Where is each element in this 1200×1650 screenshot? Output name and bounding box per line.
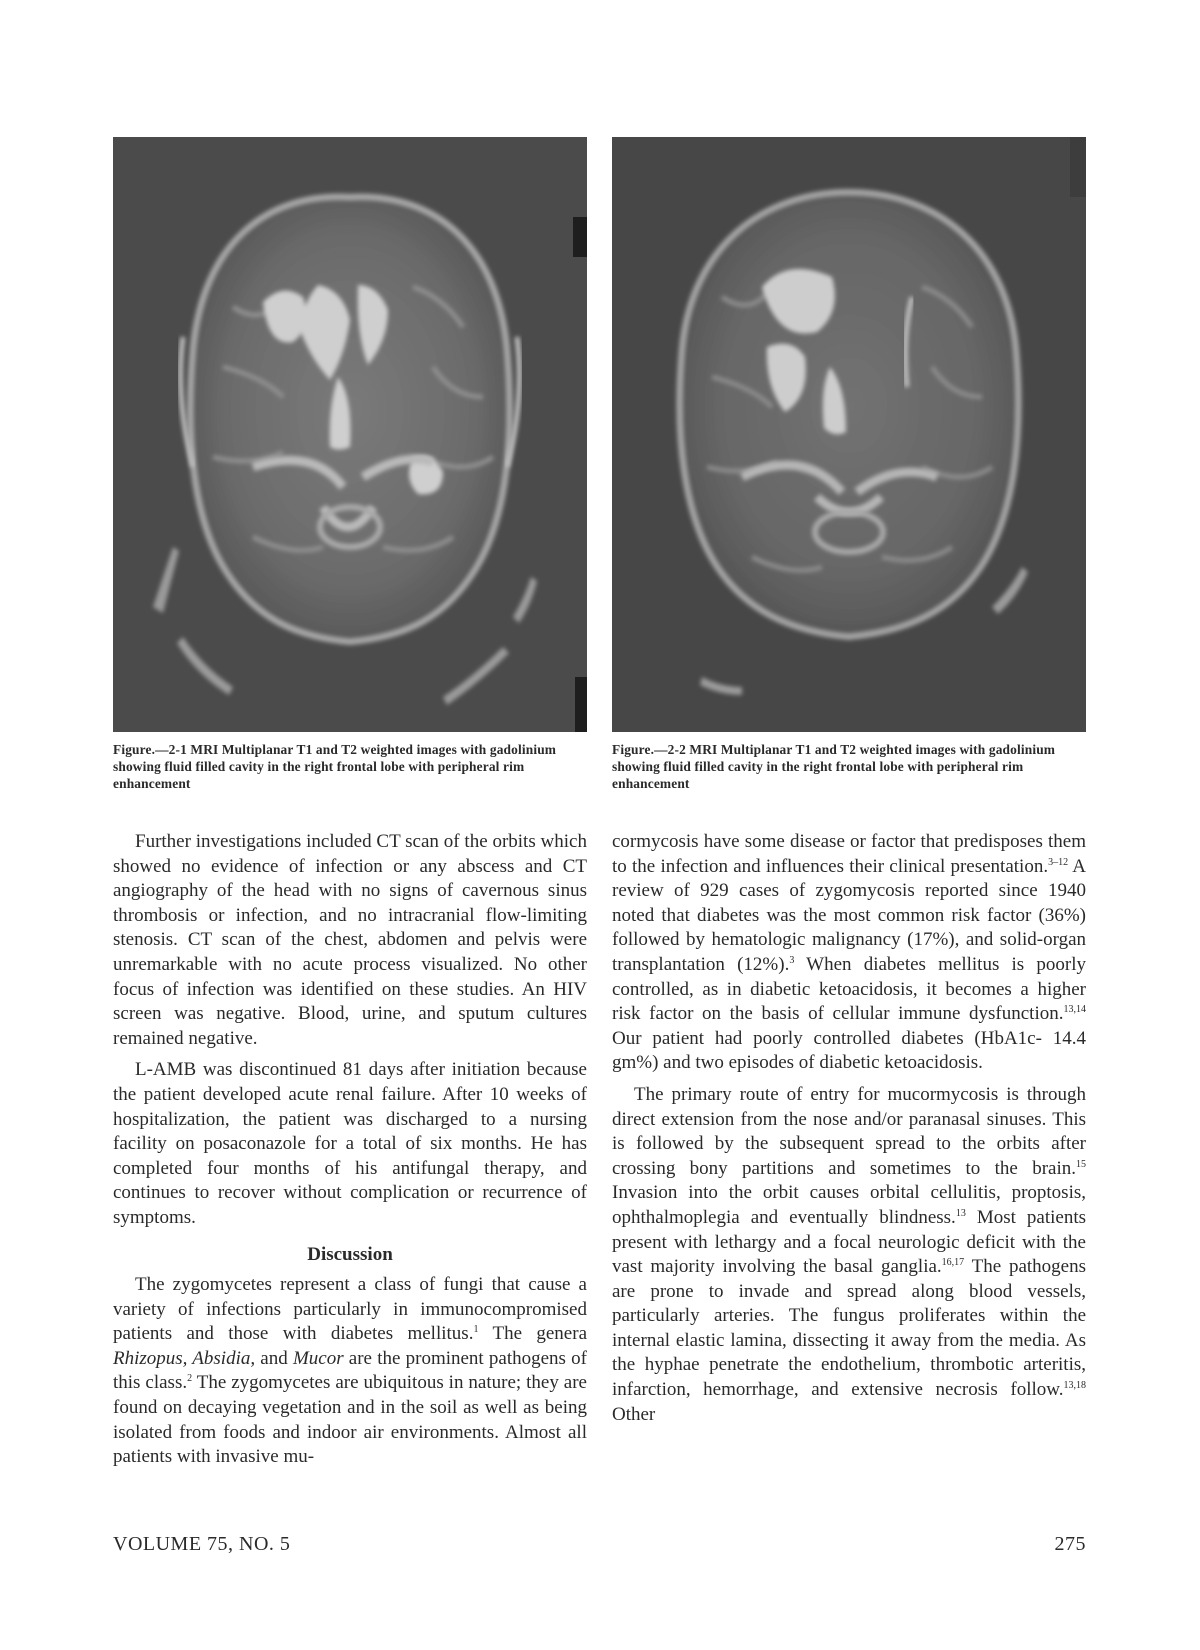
mri-brain-scan-left bbox=[113, 137, 587, 732]
citation-superscript: 2 bbox=[187, 1373, 193, 1385]
journal-volume: VOLUME 75, NO. 5 bbox=[113, 1533, 291, 1555]
figure-2-1 bbox=[113, 137, 587, 792]
paragraph: L-AMB was discontinued 81 days after initiation because the patient developed acute renal failure. After 10 weeks of hospitalization, the patient was discharged to a nursing facility on posaconazole for a total of six months. He has completed four months of his antifungal therapy, and continues to recover without complication or recurrence of symptoms. bbox=[113, 1059, 587, 1228]
citation-superscript: 13,14 bbox=[1063, 1004, 1086, 1016]
italic-term: Rhizopus, Absidia, bbox=[113, 1347, 256, 1369]
citation-superscript: 13 bbox=[955, 1207, 966, 1219]
citation-superscript: 15 bbox=[1076, 1158, 1086, 1170]
mri-brain-scan-right bbox=[612, 137, 1086, 732]
figure-caption: Figure.—2-1 MRI Multiplanar T1 and T2 weighted images with gadolinium showing fluid filled cavity in the right frontal lobe with peripheral rim enhancement bbox=[113, 742, 557, 791]
text-column-left bbox=[113, 830, 587, 1470]
page-footer bbox=[113, 1533, 1086, 1556]
mri-image-right bbox=[612, 137, 1086, 732]
figure-caption: Figure.—2-2 MRI Multiplanar T1 and T2 weighted images with gadolinium showing fluid filled cavity in the right frontal lobe with peripheral rim enhancement bbox=[612, 742, 1056, 791]
paragraph: cormycosis have some disease or factor that predisposes them to the infection and influences their clinical presentation.$^{3-12}$ A review of 929 cases of zygomycosis reported since 1940 noted that diabetes was the most common risk factor (36%) followed by hematologic malignancy (17%), and solid-organ transplantation (12%).$^3$ When diabetes mellitus is poorly controlled, as in diabetic ketoacidosis, it becomes a higher risk factor on the basis of cellular immune dysfunction.$^{13,14}$ Our patient had poorly controlled diabetes (HbA1c- 14.4 gm%) and two episodes of diabetic ketoacidosis. bbox=[612, 831, 1086, 1074]
italic-term: Mucor bbox=[292, 1347, 344, 1369]
citation-superscript: 13,18 bbox=[1063, 1380, 1086, 1392]
figure-2-2 bbox=[612, 137, 1086, 792]
citation-superscript: 3–12 bbox=[1048, 856, 1069, 868]
citation-superscript: 16,17 bbox=[941, 1257, 965, 1269]
citation-superscript: 1 bbox=[473, 1324, 479, 1336]
page-number: 275 bbox=[1054, 1533, 1086, 1555]
paragraph: Further investigations included CT scan of the orbits which showed no evidence of infection or any abscess and CT angiography of the head with no signs of cavernous sinus thrombosis or infection, and no intracranial flow-limiting stenosis. CT scan of the chest, abdomen and pelvis were unremarkable with no acute process visualized. No other focus of infection was identified on these studies. An HIV screen was negative. Blood, urine, and sputum cultures remained negative. bbox=[113, 831, 587, 1049]
mri-image-left bbox=[113, 137, 587, 732]
section-heading: Discussion bbox=[307, 1243, 393, 1265]
paragraph: The primary route of entry for mucormycosis is through direct extension from the nose and/or paranasal sinuses. This is followed by the subsequent spread to the orbits after crossing bony partitions and sometimes to the brain.$^{15}$ Invasion into the orbit causes orbital cellulitis, proptosis, ophthalmoplegia and eventually blindness.$^{13}$ Most patients present with lethargy and a focal neurologic deficit with the vast majority involving the basal ganglia.$^{16,17}$ The pathogens are prone to invade and spread along blood vessels, particularly arteries. The fungus proliferates within the internal elastic lamina, dissecting it away from the media. As the hyphae penetrate the endothelium, thrombotic arteritis, infarction, hemorrhage, and extensive necrosis follow.$^{13,18}$ Other bbox=[612, 1083, 1086, 1425]
citation-superscript: 3 bbox=[789, 954, 795, 966]
text-column-right bbox=[612, 830, 1086, 1427]
paragraph: The zygomycetes represent a class of fungi that cause a variety of infections particularly in immunocompromised patients and those with diabetes mellitus.$^1$ The genera Rhizopus, Absidia, and Mucor are the prominent pathogens of this class.$^2$ The zygomycetes are ubiquitous in nature; they are found on decaying vegetation and in the soil as well as being isolated from foods and indoor air environments. Almost all patients with invasive mu- bbox=[113, 1274, 587, 1468]
